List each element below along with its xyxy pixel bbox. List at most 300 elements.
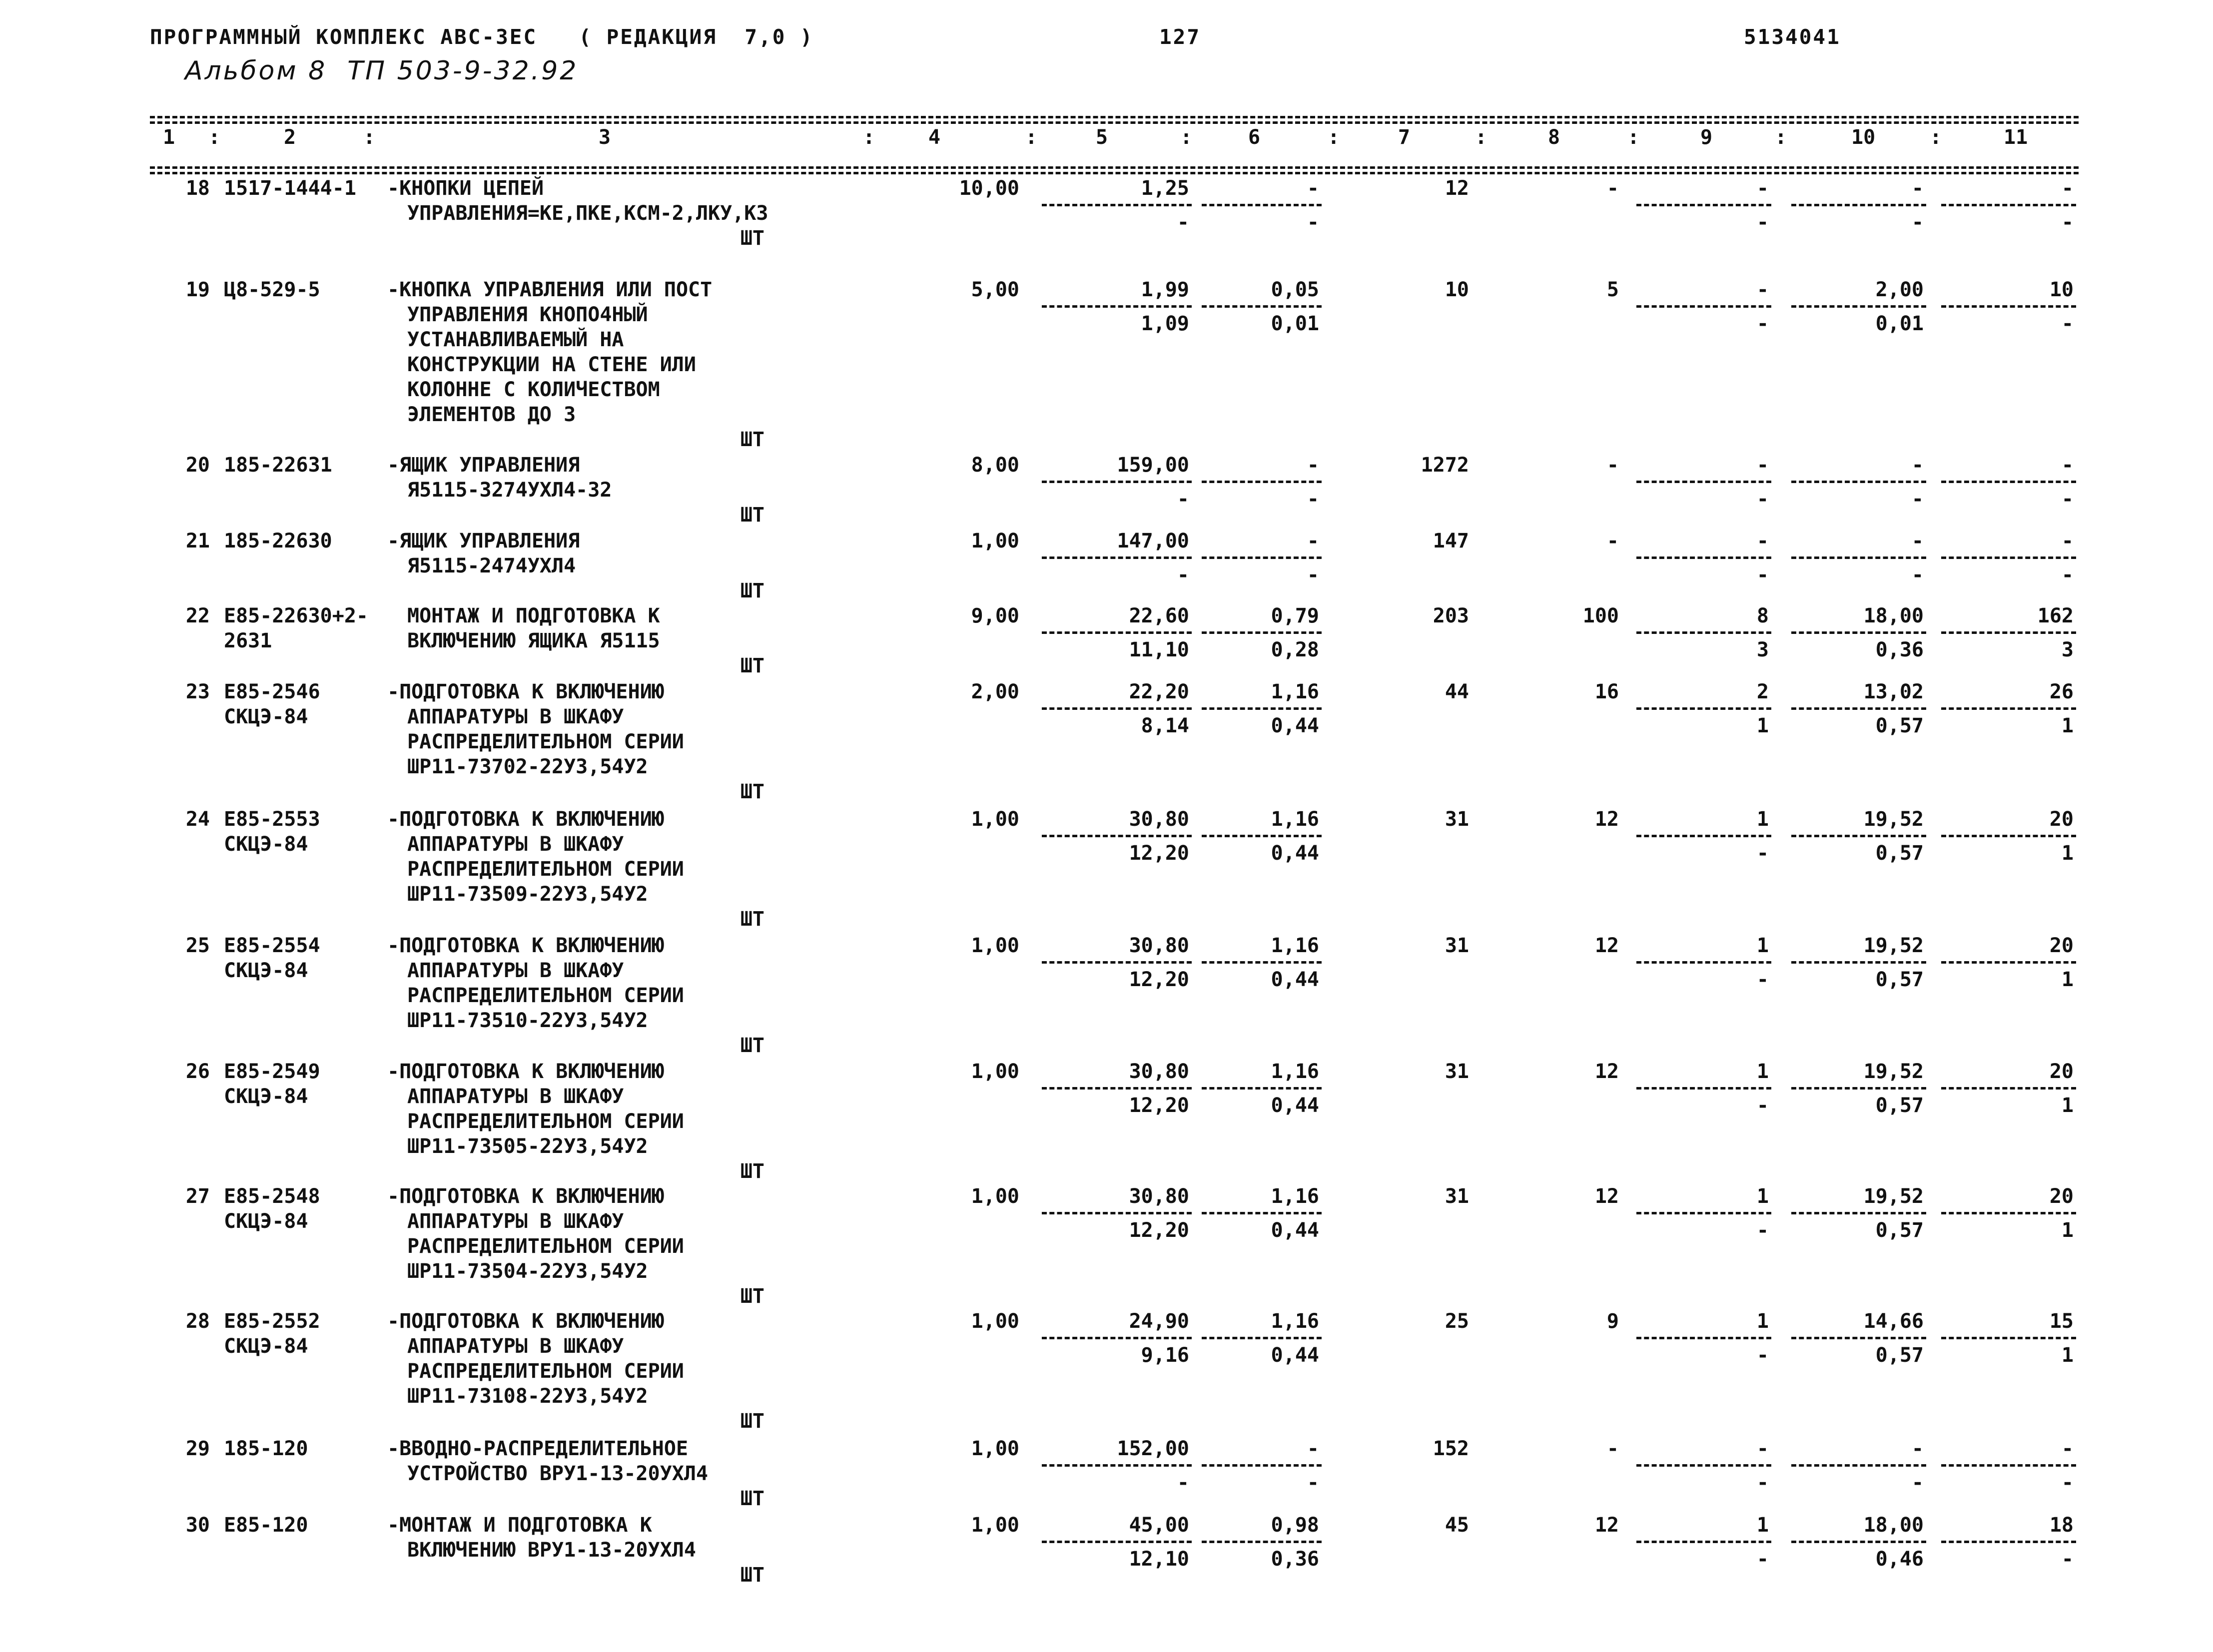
column-header-7: 7: [1398, 126, 1411, 149]
resource-description: -КНОПКА УПРАВЛЕНИЯ ИЛИ ПОСТ: [387, 278, 713, 301]
value-c5-bottom: -: [1177, 563, 1189, 586]
value-c11-top: -: [2061, 177, 2074, 200]
fraction-divider: [1941, 1337, 2076, 1339]
resource-description: РАСПРЕДЕЛИТЕЛЬНОМ СЕРИИ: [407, 1235, 684, 1258]
program-title: ПРОГРАММНЫЙ КОМПЛЕКС АВС-3ЕС ( РЕДАКЦИЯ 7,0 ): [150, 25, 814, 49]
fraction-divider: [1791, 1541, 1926, 1543]
value-c11-bottom: -: [2061, 1548, 2074, 1571]
value-c11-top: 162: [2037, 604, 2074, 627]
value-c7: 31: [1445, 1060, 1469, 1083]
column-separator: :: [1328, 126, 1340, 149]
fraction-divider: [1202, 1464, 1322, 1467]
value-c10-bottom: 0,01: [1875, 312, 1924, 335]
fraction-divider: [1941, 835, 2076, 837]
value-c5-top: 30,80: [1129, 934, 1189, 957]
value-c10-top: 18,00: [1863, 1514, 1924, 1537]
page-number: 127: [1159, 25, 1201, 49]
column-separator: :: [1930, 126, 1942, 149]
value-c11-bottom: 1: [2061, 714, 2074, 737]
value-c8: 16: [1594, 680, 1619, 703]
header-rule-bottom-2: [150, 172, 2079, 174]
value-c9-top: 1: [1756, 1060, 1769, 1083]
value-c8: -: [1606, 454, 1619, 477]
resource-description: РАСПРЕДЕЛИТЕЛЬНОМ СЕРИИ: [407, 1360, 684, 1383]
value-c6-bottom: -: [1307, 1471, 1319, 1494]
value-c9-top: 1: [1756, 808, 1769, 831]
fraction-divider: [1202, 1212, 1322, 1214]
unit-label: ШТ: [740, 428, 764, 451]
value-c6-top: 1,16: [1271, 1060, 1319, 1083]
column-separator: :: [363, 126, 376, 149]
fraction-divider: [1202, 961, 1322, 964]
resource-description: РАСПРЕДЕЛИТЕЛЬНОМ СЕРИИ: [407, 858, 684, 881]
value-c6-top: -: [1307, 177, 1319, 200]
fraction-divider: [1941, 481, 2076, 483]
value-c9-top: -: [1756, 530, 1769, 552]
fraction-divider: [1636, 1541, 1771, 1543]
resource-code: 1517-1444-1: [224, 177, 356, 200]
value-c6-top: 0,79: [1271, 604, 1319, 627]
quantity-value: 1,00: [971, 1437, 1019, 1460]
resource-description: -ЯЩИК УПРАВЛЕНИЯ: [387, 454, 580, 477]
resource-code: Е85-2548: [224, 1185, 320, 1208]
value-c5-bottom: 12,20: [1129, 842, 1189, 865]
value-c10-bottom: 0,57: [1875, 1344, 1924, 1367]
row-number: 28: [185, 1310, 210, 1333]
resource-description: АППАРАТУРЫ В ШКАФУ: [407, 959, 624, 982]
value-c9-bottom: -: [1756, 1094, 1769, 1117]
fraction-divider: [1042, 1087, 1192, 1090]
value-c5-top: 159,00: [1117, 454, 1189, 477]
resource-description: ШР11-73504-22У3,54У2: [407, 1260, 648, 1283]
value-c5-bottom: -: [1177, 488, 1189, 511]
unit-label: ШТ: [740, 1564, 764, 1587]
value-c5-bottom: 9,16: [1141, 1344, 1189, 1367]
fraction-divider: [1941, 305, 2076, 308]
resource-description: -ПОДГОТОВКА К ВКЛЮЧЕНИЮ: [387, 1185, 664, 1208]
value-c7: 44: [1445, 680, 1469, 703]
fraction-divider: [1202, 556, 1322, 559]
resource-description: Я5115-3274УХЛ4-32: [407, 479, 612, 502]
fraction-divider: [1042, 631, 1192, 634]
resource-description: -ЯЩИК УПРАВЛЕНИЯ: [387, 530, 580, 552]
fraction-divider: [1941, 631, 2076, 634]
value-c6-top: 1,16: [1271, 1185, 1319, 1208]
value-c10-bottom: -: [1911, 211, 1924, 234]
value-c11-top: -: [2061, 530, 2074, 552]
fraction-divider: [1941, 556, 2076, 559]
header-rule-top-2: [150, 121, 2079, 124]
resource-description: ШР11-73509-22У3,54У2: [407, 883, 648, 906]
value-c8: 12: [1594, 1060, 1619, 1083]
value-c10-bottom: -: [1911, 563, 1924, 586]
value-c8: -: [1606, 530, 1619, 552]
column-header-6: 6: [1248, 126, 1261, 149]
resource-code: СКЦЭ-84: [224, 1210, 308, 1233]
value-c5-bottom: 12,10: [1129, 1548, 1189, 1571]
value-c10-bottom: -: [1911, 1471, 1924, 1494]
unit-label: ШТ: [740, 1160, 764, 1183]
value-c11-bottom: -: [2061, 488, 2074, 511]
value-c7: 45: [1445, 1514, 1469, 1537]
value-c6-bottom: 0,44: [1271, 842, 1319, 865]
resource-description: -ПОДГОТОВКА К ВКЛЮЧЕНИЮ: [387, 680, 664, 703]
value-c6-top: 1,16: [1271, 680, 1319, 703]
value-c11-top: 20: [2049, 1060, 2074, 1083]
value-c11-top: 15: [2049, 1310, 2074, 1333]
fraction-divider: [1042, 481, 1192, 483]
value-c7: 147: [1433, 530, 1469, 552]
resource-description: -МОНТАЖ И ПОДГОТОВКА К: [387, 1514, 652, 1537]
value-c6-top: 1,16: [1271, 808, 1319, 831]
fraction-divider: [1636, 1087, 1771, 1090]
resource-description: ШР11-73108-22У3,54У2: [407, 1385, 648, 1408]
value-c11-bottom: 1: [2061, 1344, 2074, 1367]
unit-label: ШТ: [740, 1410, 764, 1433]
value-c6-top: -: [1307, 1437, 1319, 1460]
quantity-value: 5,00: [971, 278, 1019, 301]
value-c5-bottom: -: [1177, 1471, 1189, 1494]
value-c7: 10: [1445, 278, 1469, 301]
value-c11-bottom: 1: [2061, 968, 2074, 991]
column-separator: :: [1475, 126, 1487, 149]
resource-description: РАСПРЕДЕЛИТЕЛЬНОМ СЕРИИ: [407, 984, 684, 1007]
fraction-divider: [1636, 835, 1771, 837]
column-header-11: 11: [2004, 126, 2028, 149]
value-c5-top: 22,20: [1129, 680, 1189, 703]
unit-label: ШТ: [740, 504, 764, 527]
fraction-divider: [1202, 481, 1322, 483]
column-separator: :: [1180, 126, 1193, 149]
value-c9-top: 1: [1756, 1514, 1769, 1537]
row-number: 23: [185, 680, 210, 703]
value-c9-bottom: -: [1756, 968, 1769, 991]
document-code: 5134041: [1744, 25, 1841, 49]
fraction-divider: [1202, 835, 1322, 837]
value-c5-top: 30,80: [1129, 1060, 1189, 1083]
quantity-value: 2,00: [971, 680, 1019, 703]
column-header-2: 2: [283, 126, 296, 149]
value-c11-bottom: 1: [2061, 1219, 2074, 1242]
fraction-divider: [1202, 1541, 1322, 1543]
value-c9-top: 8: [1756, 604, 1769, 627]
fraction-divider: [1202, 631, 1322, 634]
value-c10-top: -: [1911, 530, 1924, 552]
value-c10-top: 14,66: [1863, 1310, 1924, 1333]
resource-description: ШР11-73510-22У3,54У2: [407, 1009, 648, 1032]
quantity-value: 1,00: [971, 934, 1019, 957]
value-c6-bottom: -: [1307, 211, 1319, 234]
value-c10-bottom: -: [1911, 488, 1924, 511]
fraction-divider: [1941, 1212, 2076, 1214]
column-header-9: 9: [1700, 126, 1713, 149]
fraction-divider: [1202, 204, 1322, 206]
unit-label: ШТ: [740, 908, 764, 931]
resource-description: УСТРОЙСТВО ВРУ1-13-20УХЛ4: [407, 1462, 709, 1485]
value-c6-bottom: 0,01: [1271, 312, 1319, 335]
fraction-divider: [1636, 1464, 1771, 1467]
value-c8: 100: [1582, 604, 1619, 627]
value-c6-bottom: 0,36: [1271, 1548, 1319, 1571]
fraction-divider: [1636, 707, 1771, 710]
resource-description: -ПОДГОТОВКА К ВКЛЮЧЕНИЮ: [387, 1060, 664, 1083]
row-number: 18: [185, 177, 210, 200]
fraction-divider: [1791, 835, 1926, 837]
unit-label: ШТ: [740, 1285, 764, 1308]
value-c7: 31: [1445, 1185, 1469, 1208]
value-c6-bottom: 0,44: [1271, 1344, 1319, 1367]
value-c6-bottom: 0,44: [1271, 1094, 1319, 1117]
resource-code: Ц8-529-5: [224, 278, 320, 301]
column-separator: :: [208, 126, 221, 149]
value-c9-bottom: -: [1756, 312, 1769, 335]
value-c11-top: 26: [2049, 680, 2074, 703]
resource-code: 185-120: [224, 1437, 308, 1460]
quantity-value: 1,00: [971, 1310, 1019, 1333]
value-c10-bottom: 0,57: [1875, 842, 1924, 865]
value-c10-top: -: [1911, 177, 1924, 200]
fraction-divider: [1042, 1337, 1192, 1339]
column-header-1: 1: [162, 126, 175, 149]
fraction-divider: [1941, 1541, 2076, 1543]
unit-label: ШТ: [740, 1034, 764, 1057]
value-c10-top: -: [1911, 454, 1924, 477]
fraction-divider: [1202, 305, 1322, 308]
fraction-divider: [1042, 556, 1192, 559]
resource-description: ШР11-73505-22У3,54У2: [407, 1135, 648, 1158]
resource-code: 185-22631: [224, 454, 332, 477]
value-c6-bottom: 0,28: [1271, 638, 1319, 661]
value-c8: 12: [1594, 808, 1619, 831]
unit-label: ШТ: [740, 227, 764, 250]
column-header-5: 5: [1095, 126, 1108, 149]
value-c11-top: -: [2061, 1437, 2074, 1460]
value-c11-top: 20: [2049, 808, 2074, 831]
resource-description: -ПОДГОТОВКА К ВКЛЮЧЕНИЮ: [387, 934, 664, 957]
value-c10-bottom: 0,57: [1875, 968, 1924, 991]
resource-description: УСТАНАВЛИВАЕМЫЙ НА: [407, 328, 624, 351]
value-c9-bottom: -: [1756, 1548, 1769, 1571]
fraction-divider: [1042, 305, 1192, 308]
value-c10-top: 19,52: [1863, 1060, 1924, 1083]
value-c9-bottom: 3: [1756, 638, 1769, 661]
value-c8: 5: [1606, 278, 1619, 301]
value-c5-top: 1,99: [1141, 278, 1189, 301]
resource-description: -ВВОДНО-РАСПРЕДЕЛИТЕЛЬНОЕ: [387, 1437, 689, 1460]
fraction-divider: [1636, 481, 1771, 483]
fraction-divider: [1791, 1087, 1926, 1090]
resource-code: Е85-2553: [224, 808, 320, 831]
row-number: 30: [185, 1514, 210, 1537]
unit-label: ШТ: [740, 780, 764, 803]
quantity-value: 1,00: [971, 808, 1019, 831]
resource-description: ЭЛЕМЕНТОВ ДО 3: [407, 403, 576, 426]
resource-code: Е85-2552: [224, 1310, 320, 1333]
resource-code: СКЦЭ-84: [224, 1085, 308, 1108]
fraction-divider: [1791, 1337, 1926, 1339]
column-header-3: 3: [598, 126, 611, 149]
value-c7: 31: [1445, 808, 1469, 831]
fraction-divider: [1791, 556, 1926, 559]
fraction-divider: [1042, 1541, 1192, 1543]
quantity-value: 1,00: [971, 1185, 1019, 1208]
album-label: Альбом 8 ТП 503-9-32.92: [185, 56, 579, 86]
value-c10-top: 19,52: [1863, 808, 1924, 831]
row-number: 20: [185, 454, 210, 477]
value-c7: 12: [1445, 177, 1469, 200]
value-c11-bottom: 3: [2061, 638, 2074, 661]
value-c9-top: 1: [1756, 1185, 1769, 1208]
resource-description: ШР11-73702-22У3,54У2: [407, 755, 648, 778]
resource-description: -ПОДГОТОВКА К ВКЛЮЧЕНИЮ: [387, 1310, 664, 1333]
value-c10-bottom: 0,57: [1875, 714, 1924, 737]
value-c9-top: -: [1756, 278, 1769, 301]
resource-description: -ПОДГОТОВКА К ВКЛЮЧЕНИЮ: [387, 808, 664, 831]
resource-description: АППАРАТУРЫ В ШКАФУ: [407, 833, 624, 856]
value-c10-bottom: 0,46: [1875, 1548, 1924, 1571]
quantity-value: 9,00: [971, 604, 1019, 627]
value-c5-bottom: 12,20: [1129, 1219, 1189, 1242]
value-c9-bottom: -: [1756, 488, 1769, 511]
value-c6-bottom: -: [1307, 488, 1319, 511]
resource-description: УПРАВЛЕНИЯ КНОПО4НЫЙ: [407, 303, 648, 326]
value-c10-top: -: [1911, 1437, 1924, 1460]
value-c11-top: -: [2061, 454, 2074, 477]
value-c6-top: -: [1307, 454, 1319, 477]
value-c10-top: 19,52: [1863, 1185, 1924, 1208]
value-c8: 9: [1606, 1310, 1619, 1333]
resource-description: -КНОПКИ ЦЕПЕЙ: [387, 177, 544, 200]
value-c11-top: 10: [2049, 278, 2074, 301]
value-c6-top: 1,16: [1271, 934, 1319, 957]
resource-description: АППАРАТУРЫ В ШКАФУ: [407, 1335, 624, 1358]
fraction-divider: [1636, 1212, 1771, 1214]
fraction-divider: [1042, 1212, 1192, 1214]
value-c6-bottom: 0,44: [1271, 714, 1319, 737]
resource-code: Е85-2549: [224, 1060, 320, 1083]
fraction-divider: [1791, 707, 1926, 710]
value-c11-top: 20: [2049, 1185, 2074, 1208]
fraction-divider: [1941, 1087, 2076, 1090]
value-c10-top: 13,02: [1863, 680, 1924, 703]
value-c11-top: 20: [2049, 934, 2074, 957]
value-c9-top: -: [1756, 454, 1769, 477]
header-rule-bottom: [150, 166, 2079, 169]
value-c5-top: 24,90: [1129, 1310, 1189, 1333]
value-c9-top: -: [1756, 177, 1769, 200]
value-c11-top: 18: [2049, 1514, 2074, 1537]
resource-description: ВКЛЮЧЕНИЮ ВРУ1-13-20УХЛ4: [407, 1539, 696, 1562]
fraction-divider: [1042, 835, 1192, 837]
value-c5-bottom: 12,20: [1129, 1094, 1189, 1117]
resource-code: СКЦЭ-84: [224, 959, 308, 982]
value-c10-top: 19,52: [1863, 934, 1924, 957]
value-c5-bottom: -: [1177, 211, 1189, 234]
fraction-divider: [1941, 707, 2076, 710]
unit-label: ШТ: [740, 654, 764, 677]
value-c5-top: 30,80: [1129, 808, 1189, 831]
value-c9-top: 1: [1756, 1310, 1769, 1333]
fraction-divider: [1042, 1464, 1192, 1467]
fraction-divider: [1042, 707, 1192, 710]
row-number: 22: [185, 604, 210, 627]
value-c10-bottom: 0,36: [1875, 638, 1924, 661]
column-separator: :: [1025, 126, 1038, 149]
row-number: 19: [185, 278, 210, 301]
resource-description: АППАРАТУРЫ В ШКАФУ: [407, 1210, 624, 1233]
value-c11-bottom: -: [2061, 563, 2074, 586]
value-c5-bottom: 1,09: [1141, 312, 1189, 335]
resource-code: 2631: [224, 629, 272, 652]
value-c5-bottom: 11,10: [1129, 638, 1189, 661]
row-number: 29: [185, 1437, 210, 1460]
unit-label: ШТ: [740, 1487, 764, 1510]
fraction-divider: [1791, 305, 1926, 308]
row-number: 26: [185, 1060, 210, 1083]
value-c5-top: 45,00: [1129, 1514, 1189, 1537]
fraction-divider: [1636, 631, 1771, 634]
resource-description: КОЛОННЕ С КОЛИЧЕСТВОМ: [407, 378, 660, 401]
resource-description: КОНСТРУКЦИИ НА СТЕНЕ ИЛИ: [407, 353, 696, 376]
fraction-divider: [1941, 961, 2076, 964]
resource-code: СКЦЭ-84: [224, 705, 308, 728]
row-number: 25: [185, 934, 210, 957]
fraction-divider: [1636, 305, 1771, 308]
resource-description: УПРАВЛЕНИЯ=КЕ,ПКЕ,КСМ-2,ЛКУ,КЗ: [407, 202, 768, 225]
quantity-value: 1,00: [971, 1060, 1019, 1083]
fraction-divider: [1042, 204, 1192, 206]
value-c8: 12: [1594, 1514, 1619, 1537]
resource-code: Е85-2554: [224, 934, 320, 957]
value-c10-top: 2,00: [1875, 278, 1924, 301]
resource-description: АППАРАТУРЫ В ШКАФУ: [407, 705, 624, 728]
value-c9-top: 1: [1756, 934, 1769, 957]
quantity-value: 1,00: [971, 530, 1019, 552]
fraction-divider: [1202, 707, 1322, 710]
value-c7: 25: [1445, 1310, 1469, 1333]
value-c6-bottom: -: [1307, 563, 1319, 586]
row-number: 21: [185, 530, 210, 552]
value-c7: 1272: [1421, 454, 1469, 477]
value-c5-bottom: 12,20: [1129, 968, 1189, 991]
column-header-10: 10: [1851, 126, 1876, 149]
resource-description: Я5115-2474УХЛ4: [407, 554, 576, 577]
row-number: 24: [185, 808, 210, 831]
resource-description: ВКЛЮЧЕНИЮ ЯЩИКА Я5115: [407, 629, 660, 652]
fraction-divider: [1636, 1337, 1771, 1339]
column-header-4: 4: [928, 126, 941, 149]
header-rule-top: [150, 116, 2079, 118]
value-c9-bottom: -: [1756, 563, 1769, 586]
fraction-divider: [1636, 556, 1771, 559]
value-c6-top: 1,16: [1271, 1310, 1319, 1333]
value-c5-top: 30,80: [1129, 1185, 1189, 1208]
resource-description: АППАРАТУРЫ В ШКАФУ: [407, 1085, 624, 1108]
value-c9-bottom: 1: [1756, 714, 1769, 737]
fraction-divider: [1791, 1212, 1926, 1214]
fraction-divider: [1791, 1464, 1926, 1467]
fraction-divider: [1791, 631, 1926, 634]
fraction-divider: [1791, 961, 1926, 964]
value-c8: -: [1606, 177, 1619, 200]
value-c9-bottom: -: [1756, 1344, 1769, 1367]
fraction-divider: [1636, 961, 1771, 964]
unit-label: ШТ: [740, 579, 764, 602]
value-c10-bottom: 0,57: [1875, 1094, 1924, 1117]
resource-description: РАСПРЕДЕЛИТЕЛЬНОМ СЕРИИ: [407, 730, 684, 753]
value-c11-bottom: -: [2061, 211, 2074, 234]
value-c5-bottom: 8,14: [1141, 714, 1189, 737]
